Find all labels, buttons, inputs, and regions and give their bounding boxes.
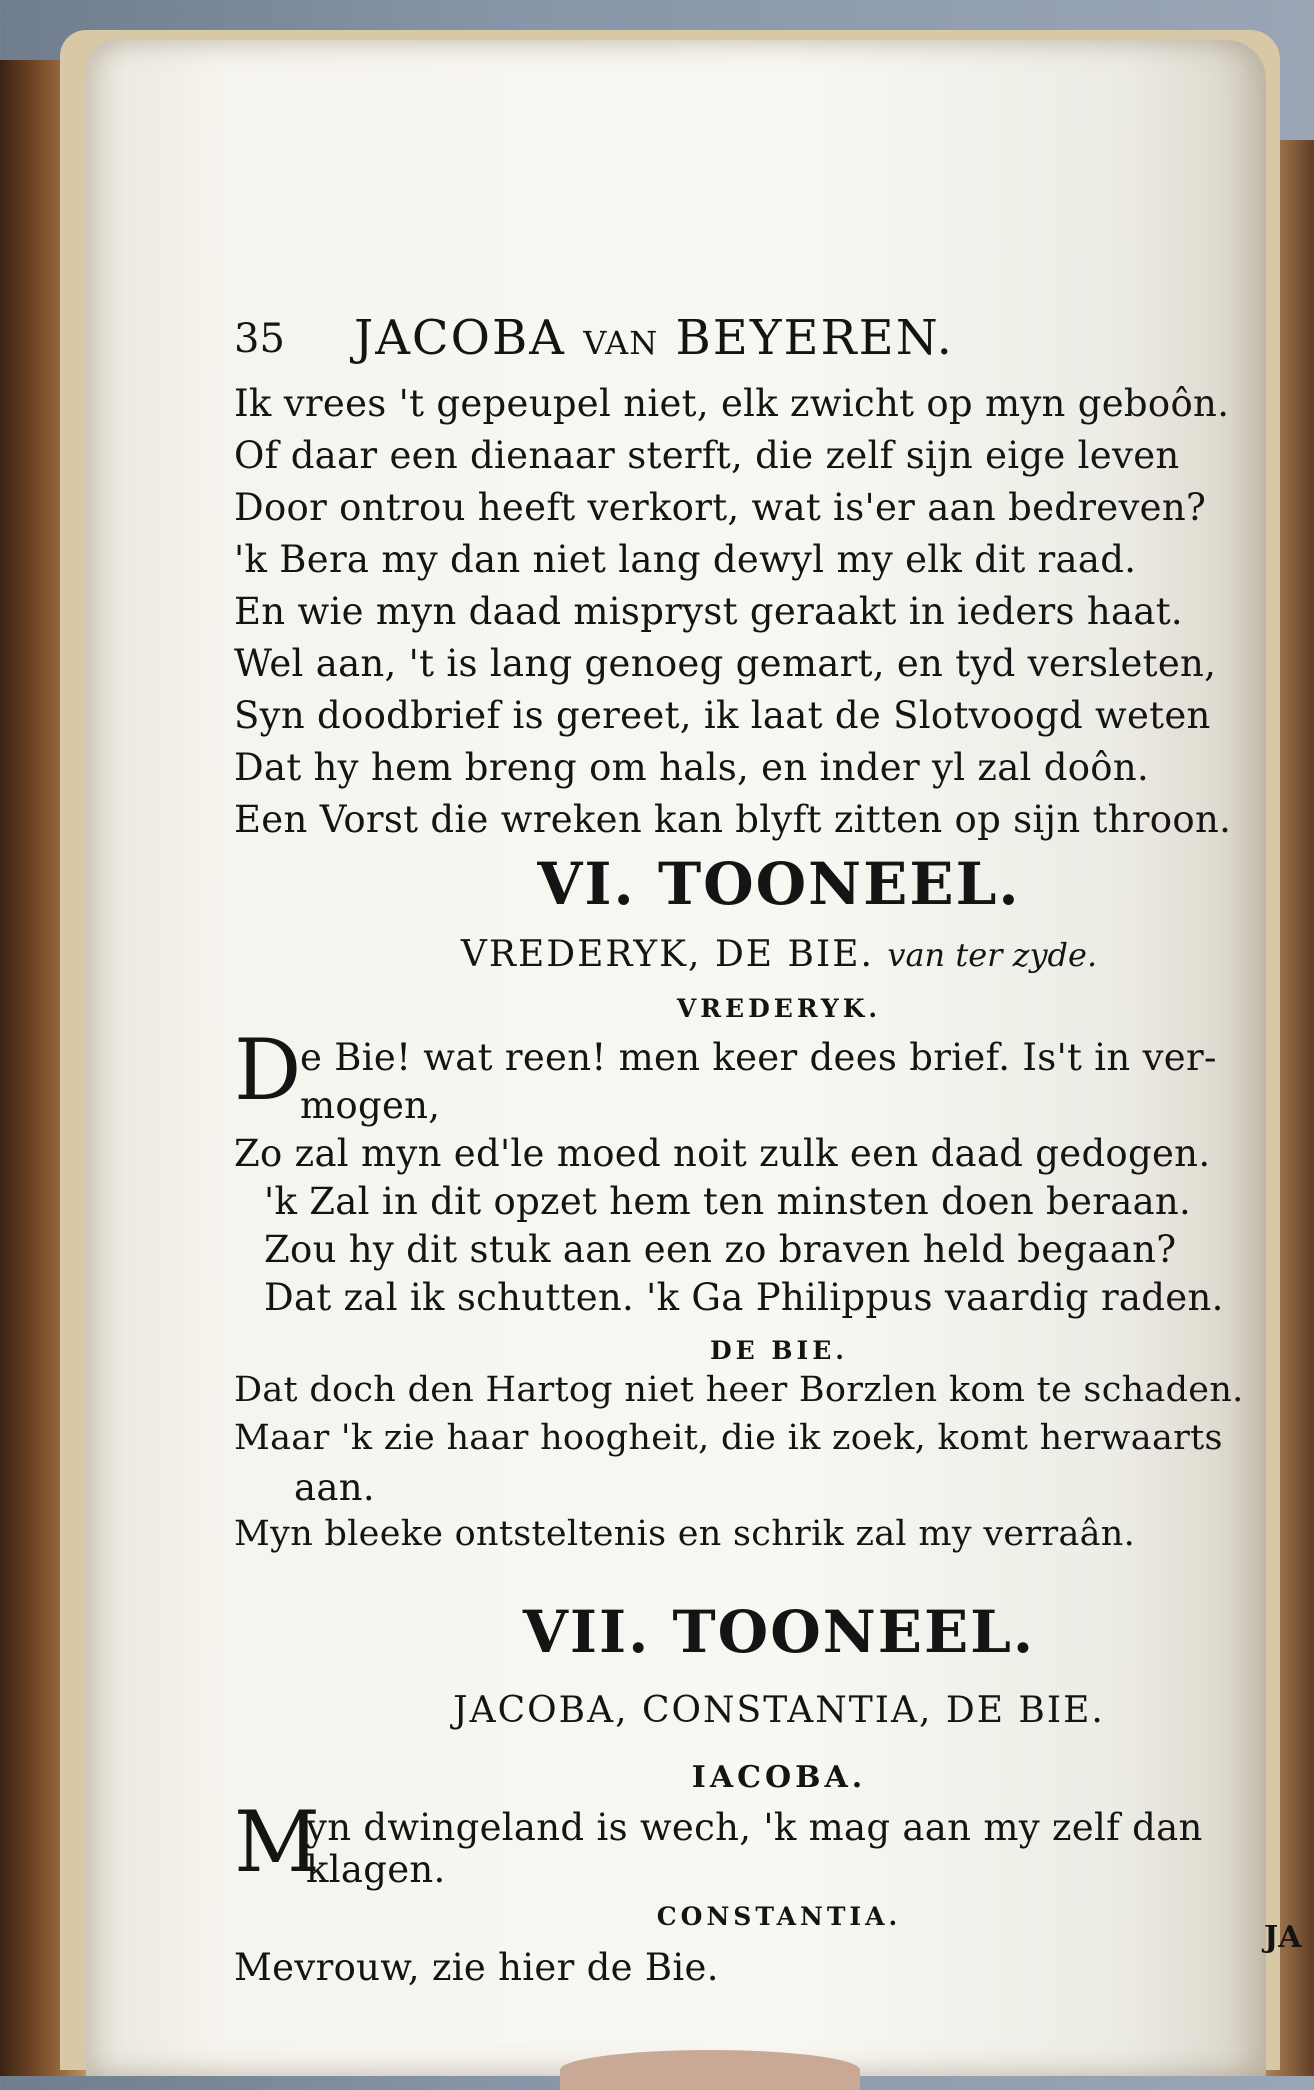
speech-line: Dat zal ik schutten. 'k Ga Philippus vaardig raden.: [264, 1276, 1224, 1319]
drop-cap: D: [234, 1021, 302, 1119]
book-page: [86, 40, 1302, 2076]
speech-line: aan.: [294, 1466, 375, 1509]
scene-cast: JACOBA, CONSTANTIA, DE BIE.: [453, 1690, 1105, 1731]
verse-line: En wie myn daad mispryst geraakt in ieders haat.: [234, 590, 1183, 633]
verse-line: Of daar een dienaar sterft, die zelf sijn eige leven: [234, 434, 1180, 477]
scene-heading-vii: VII. TOONEEL.: [522, 1598, 1036, 1666]
speech-line: Zo zal myn ed'le moed noit zulk een daad gedogen.: [234, 1132, 1211, 1175]
speaker-label: IACOBA.: [691, 1760, 867, 1795]
speech-line: Dat doch den Hartog niet heer Borzlen kom te schaden.: [234, 1370, 1244, 1410]
catchword: JA: [1264, 1920, 1302, 1955]
verse-line: Een Vorst die wreken kan blyft zitten op sijn throon.: [234, 798, 1232, 841]
running-title: JACOBA VAN BEYEREN.: [354, 310, 954, 366]
speech-line: Myn bleeke ontsteltenis en schrik zal my verraân.: [234, 1514, 1136, 1554]
speech-line: yn dwingeland is wech, 'k mag aan my zelf dan: [306, 1806, 1203, 1849]
speech-line: mogen,: [300, 1084, 441, 1127]
scene-heading-vi: VI. TOONEEL.: [537, 850, 1021, 918]
scene-cast: VREDERYK, DE BIE. van ter zyde.: [460, 934, 1098, 975]
speech-line: Zou hy dit stuk aan een zo braven held begaan?: [264, 1228, 1177, 1271]
speech-line: Maar 'k zie haar hoogheit, die ik zoek, komt herwaarts: [234, 1418, 1223, 1458]
speaker-label: VREDERYK.: [676, 994, 882, 1023]
speaker-label: CONSTANTIA.: [656, 1902, 902, 1931]
verse-line: Door ontrou heeft verkort, wat is'er aan bedreven?: [234, 486, 1207, 529]
page-number: 35: [234, 316, 285, 362]
thumb: [560, 2050, 860, 2090]
speech-line: klagen.: [306, 1848, 446, 1891]
speech-line: e Bie! wat reen! men keer dees brief. Is't in ver-: [300, 1036, 1217, 1079]
verse-line: Ik vrees 't gepeupel niet, elk zwicht op myn geboôn.: [234, 382, 1230, 425]
verse-line: Dat hy hem breng om hals, en inder yl zal doôn.: [234, 746, 1150, 789]
speaker-label: DE BIE.: [709, 1336, 849, 1365]
verse-line: Wel aan, 't is lang genoeg gemart, en tyd versleten,: [234, 642, 1217, 685]
verse-line: 'k Bera my dan niet lang dewyl my elk dit raad.: [234, 538, 1137, 581]
running-header: [234, 310, 1314, 376]
speech-line: 'k Zal in dit opzet hem ten minsten doen beraan.: [264, 1180, 1192, 1223]
speech-line: Mevrouw, zie hier de Bie.: [234, 1946, 719, 1989]
verse-line: Syn doodbrief is gereet, ik laat de Slotvoogd weten: [234, 694, 1211, 737]
drop-cap: M: [234, 1793, 321, 1891]
